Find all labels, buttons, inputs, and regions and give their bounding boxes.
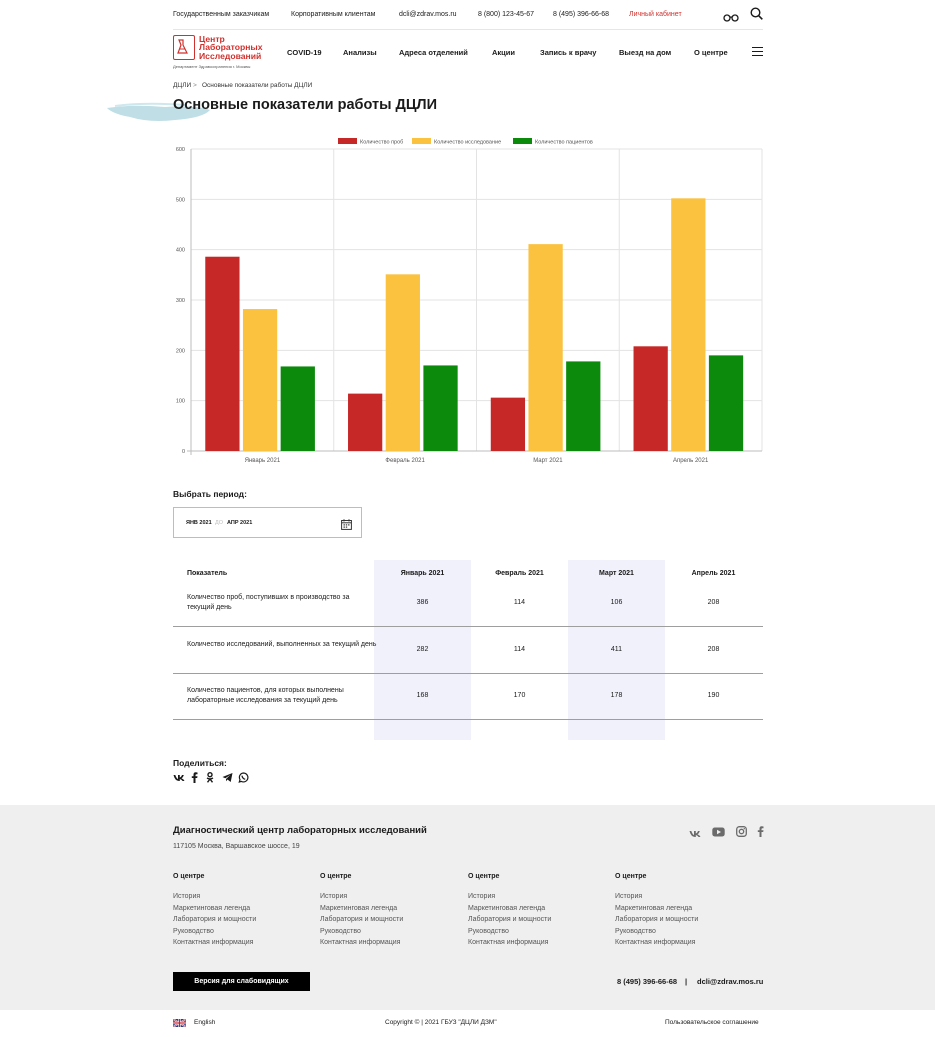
footer-link-management[interactable]: Руководство [320, 927, 361, 935]
table-cell: 114 [513, 646, 526, 653]
vk-icon[interactable] [689, 825, 701, 843]
indicators-bar-chart [170, 133, 770, 468]
logo-mark-icon [173, 35, 195, 60]
instagram-icon[interactable] [736, 824, 747, 842]
footer-phone[interactable]: 8 (495) 396-66-68 [617, 977, 678, 986]
footer-contact-separator: | [685, 977, 688, 986]
search-icon[interactable] [750, 7, 763, 25]
footer-link-laboratory[interactable]: Лаборатория и мощности [320, 916, 404, 924]
footer-link-legend[interactable]: Маркетинговая легенда [615, 904, 693, 912]
legend-label: Количество исследование [434, 139, 502, 146]
page-title: Основные показатели работы ДЦЛИ [173, 97, 438, 113]
row-divider [173, 673, 763, 674]
y-tick-label: 600 [175, 147, 185, 153]
breadcrumb-separator: > [193, 82, 197, 89]
nav-item-addresses[interactable]: Адреса отделений [399, 48, 468, 57]
table-cell: 178 [610, 692, 623, 699]
x-tick-label: Январь 2021 [244, 458, 281, 464]
row-divider [173, 719, 763, 720]
footer-column-heading: О центре [468, 873, 500, 880]
period-from: ЯНВ 2021 [186, 520, 212, 526]
legend-label: Количество пациентов [535, 139, 593, 146]
y-tick-label: 400 [175, 247, 185, 254]
footer-link-management[interactable]: Руководство [615, 927, 656, 935]
footer-link-management[interactable]: Руководство [173, 927, 214, 935]
period-picker[interactable] [173, 507, 362, 538]
table-cell: 411 [610, 646, 623, 653]
site-logo[interactable] [173, 35, 268, 71]
calendar-icon[interactable] [341, 517, 352, 535]
chart-bar [386, 274, 420, 451]
table-cell: 114 [513, 599, 526, 606]
language-switch[interactable]: English [194, 1019, 216, 1026]
period-to: АПР 2021 [227, 520, 253, 526]
divider [173, 29, 763, 30]
table-cell: 190 [707, 692, 720, 699]
chart-bar [423, 365, 457, 451]
footer-column [173, 873, 313, 949]
vk-icon[interactable] [173, 770, 184, 781]
link-personal-cabinet[interactable]: Личный кабинет [629, 11, 682, 18]
copyright: Copyright © | 2021 ГБУЗ "ДЦЛИ ДЗМ" [385, 1019, 497, 1026]
footer-email[interactable]: dcli@zdrav.mos.ru [697, 977, 764, 986]
footer-address: 117105 Москва, Варшавское шоссе, 19 [173, 843, 300, 850]
footer-link-history[interactable]: История [468, 893, 496, 900]
footer-link-history[interactable]: История [320, 893, 348, 900]
accessibility-version-button[interactable]: Версия для слабовидящих [173, 972, 310, 991]
chart-bar [348, 394, 382, 451]
chart-bar [634, 346, 668, 451]
row-label: Количество исследований, выполненных за текущий день [187, 641, 377, 648]
y-tick-label: 200 [175, 348, 185, 355]
breadcrumb-home[interactable]: ДЦЛИ [173, 82, 192, 89]
chart-bar [528, 244, 562, 451]
footer-link-legend[interactable]: Маркетинговая легенда [320, 904, 398, 912]
footer-column [320, 873, 460, 949]
x-tick-label: Март 2021 [533, 458, 563, 464]
chart-bar [709, 355, 743, 451]
breadcrumb-current: Основные показатели работы ДЦЛИ [202, 82, 313, 89]
chart-bar [566, 361, 600, 451]
logo-subtitle: Департамент Здравоохранения г. Москвы [173, 64, 251, 69]
row-label: Количество пациентов, для которых выполнены лабораторные исследования за текущий день [187, 687, 344, 704]
link-corporate-clients[interactable]: Корпоративным клиентам [291, 11, 376, 18]
footer-link-legend[interactable]: Маркетинговая легенда [468, 904, 546, 912]
footer-link-contacts[interactable]: Контактная информация [468, 939, 549, 947]
footer-link-contacts[interactable]: Контактная информация [615, 939, 696, 947]
odnoklassniki-icon[interactable] [206, 770, 217, 781]
telegram-icon[interactable] [222, 770, 233, 781]
link-email[interactable]: dcli@zdrav.mos.ru [399, 11, 457, 18]
table-cell: 106 [610, 599, 623, 606]
footer-column [468, 873, 608, 949]
footer-column [615, 873, 755, 949]
nav-item-covid[interactable]: COVID-19 [287, 48, 322, 57]
y-tick-label: 100 [175, 398, 185, 405]
whatsapp-icon[interactable] [238, 770, 249, 781]
share-label: Поделиться: [173, 758, 227, 768]
chart-bar [491, 398, 525, 451]
logo-text: Центр Лабораторных Исследований [199, 34, 263, 61]
footer-link-laboratory[interactable]: Лаборатория и мощности [615, 916, 699, 924]
table-header-month: Январь 2021 [400, 570, 445, 577]
table-cell: 170 [513, 692, 526, 699]
footer-link-laboratory[interactable]: Лаборатория и мощности [173, 916, 257, 924]
chart-bar [205, 257, 239, 451]
legend-swatch [412, 138, 431, 144]
table-cell: 208 [707, 646, 720, 653]
legend-swatch [338, 138, 357, 144]
menu-burger-icon[interactable] [752, 47, 763, 56]
table-header-month: Март 2021 [599, 570, 634, 577]
chart-bar [671, 198, 705, 451]
footer-link-history[interactable]: История [173, 893, 201, 900]
footer-link-legend[interactable]: Маркетинговая легенда [173, 904, 251, 912]
youtube-icon[interactable] [712, 824, 725, 842]
footer-column-heading: О центре [320, 873, 352, 880]
uk-flag-icon[interactable] [173, 1019, 186, 1027]
y-tick-label: 500 [175, 197, 185, 204]
y-tick-label: 0 [181, 449, 185, 455]
link-phone-moscow[interactable]: 8 (495) 396-66-68 [553, 11, 610, 18]
period-label: Выбрать период: [173, 489, 247, 499]
row-divider [173, 626, 763, 627]
nav-item-analyses[interactable]: Анализы [343, 48, 377, 57]
table-cell: 386 [416, 599, 429, 606]
x-tick-label: Февраль 2021 [385, 458, 425, 464]
legend-label: Количество проб [360, 139, 404, 146]
footer-link-laboratory[interactable]: Лаборатория и мощности [468, 916, 552, 924]
footer-column-heading: О центре [615, 873, 647, 880]
table-cell: 208 [707, 599, 720, 606]
table-header-month: Февраль 2021 [495, 570, 544, 577]
link-government-customers[interactable]: Государственным заказчикам [173, 11, 270, 18]
footer-title: Диагностический центр лабораторных исследований [173, 825, 427, 836]
footer-column-heading: О центре [173, 873, 205, 880]
table-cell: 168 [416, 692, 429, 699]
facebook-icon[interactable] [757, 824, 764, 842]
chart-bar [243, 309, 277, 451]
footer-link-history[interactable]: История [615, 893, 643, 900]
nav-item-home-visit[interactable]: Выезд на дом [619, 48, 672, 57]
chart-bar [281, 366, 315, 451]
nav-item-promotions[interactable]: Акции [492, 48, 516, 57]
table-header-month: Апрель 2021 [691, 570, 736, 577]
footer-link-contacts[interactable]: Контактная информация [173, 939, 254, 947]
top-bar [0, 0, 935, 30]
nav-item-appointment[interactable]: Запись к врачу [540, 48, 597, 57]
x-tick-label: Апрель 2021 [672, 458, 709, 464]
period-to-word: ДО [215, 520, 224, 526]
nav-item-about[interactable]: О центре [694, 48, 728, 57]
legend-swatch [513, 138, 532, 144]
table-cell: 282 [416, 646, 429, 653]
table-header-indicator: Показатель [187, 570, 228, 577]
row-label: Количество проб, поступивших в производство за текущий день [187, 594, 350, 611]
glasses-icon[interactable] [723, 9, 739, 27]
y-tick-label: 300 [175, 298, 185, 304]
user-agreement-link[interactable]: Пользовательское соглашение [665, 1019, 759, 1026]
facebook-icon[interactable] [191, 770, 202, 781]
link-phone-free[interactable]: 8 (800) 123-45-67 [478, 11, 535, 18]
footer-link-management[interactable]: Руководство [468, 927, 509, 935]
footer-link-contacts[interactable]: Контактная информация [320, 939, 401, 947]
